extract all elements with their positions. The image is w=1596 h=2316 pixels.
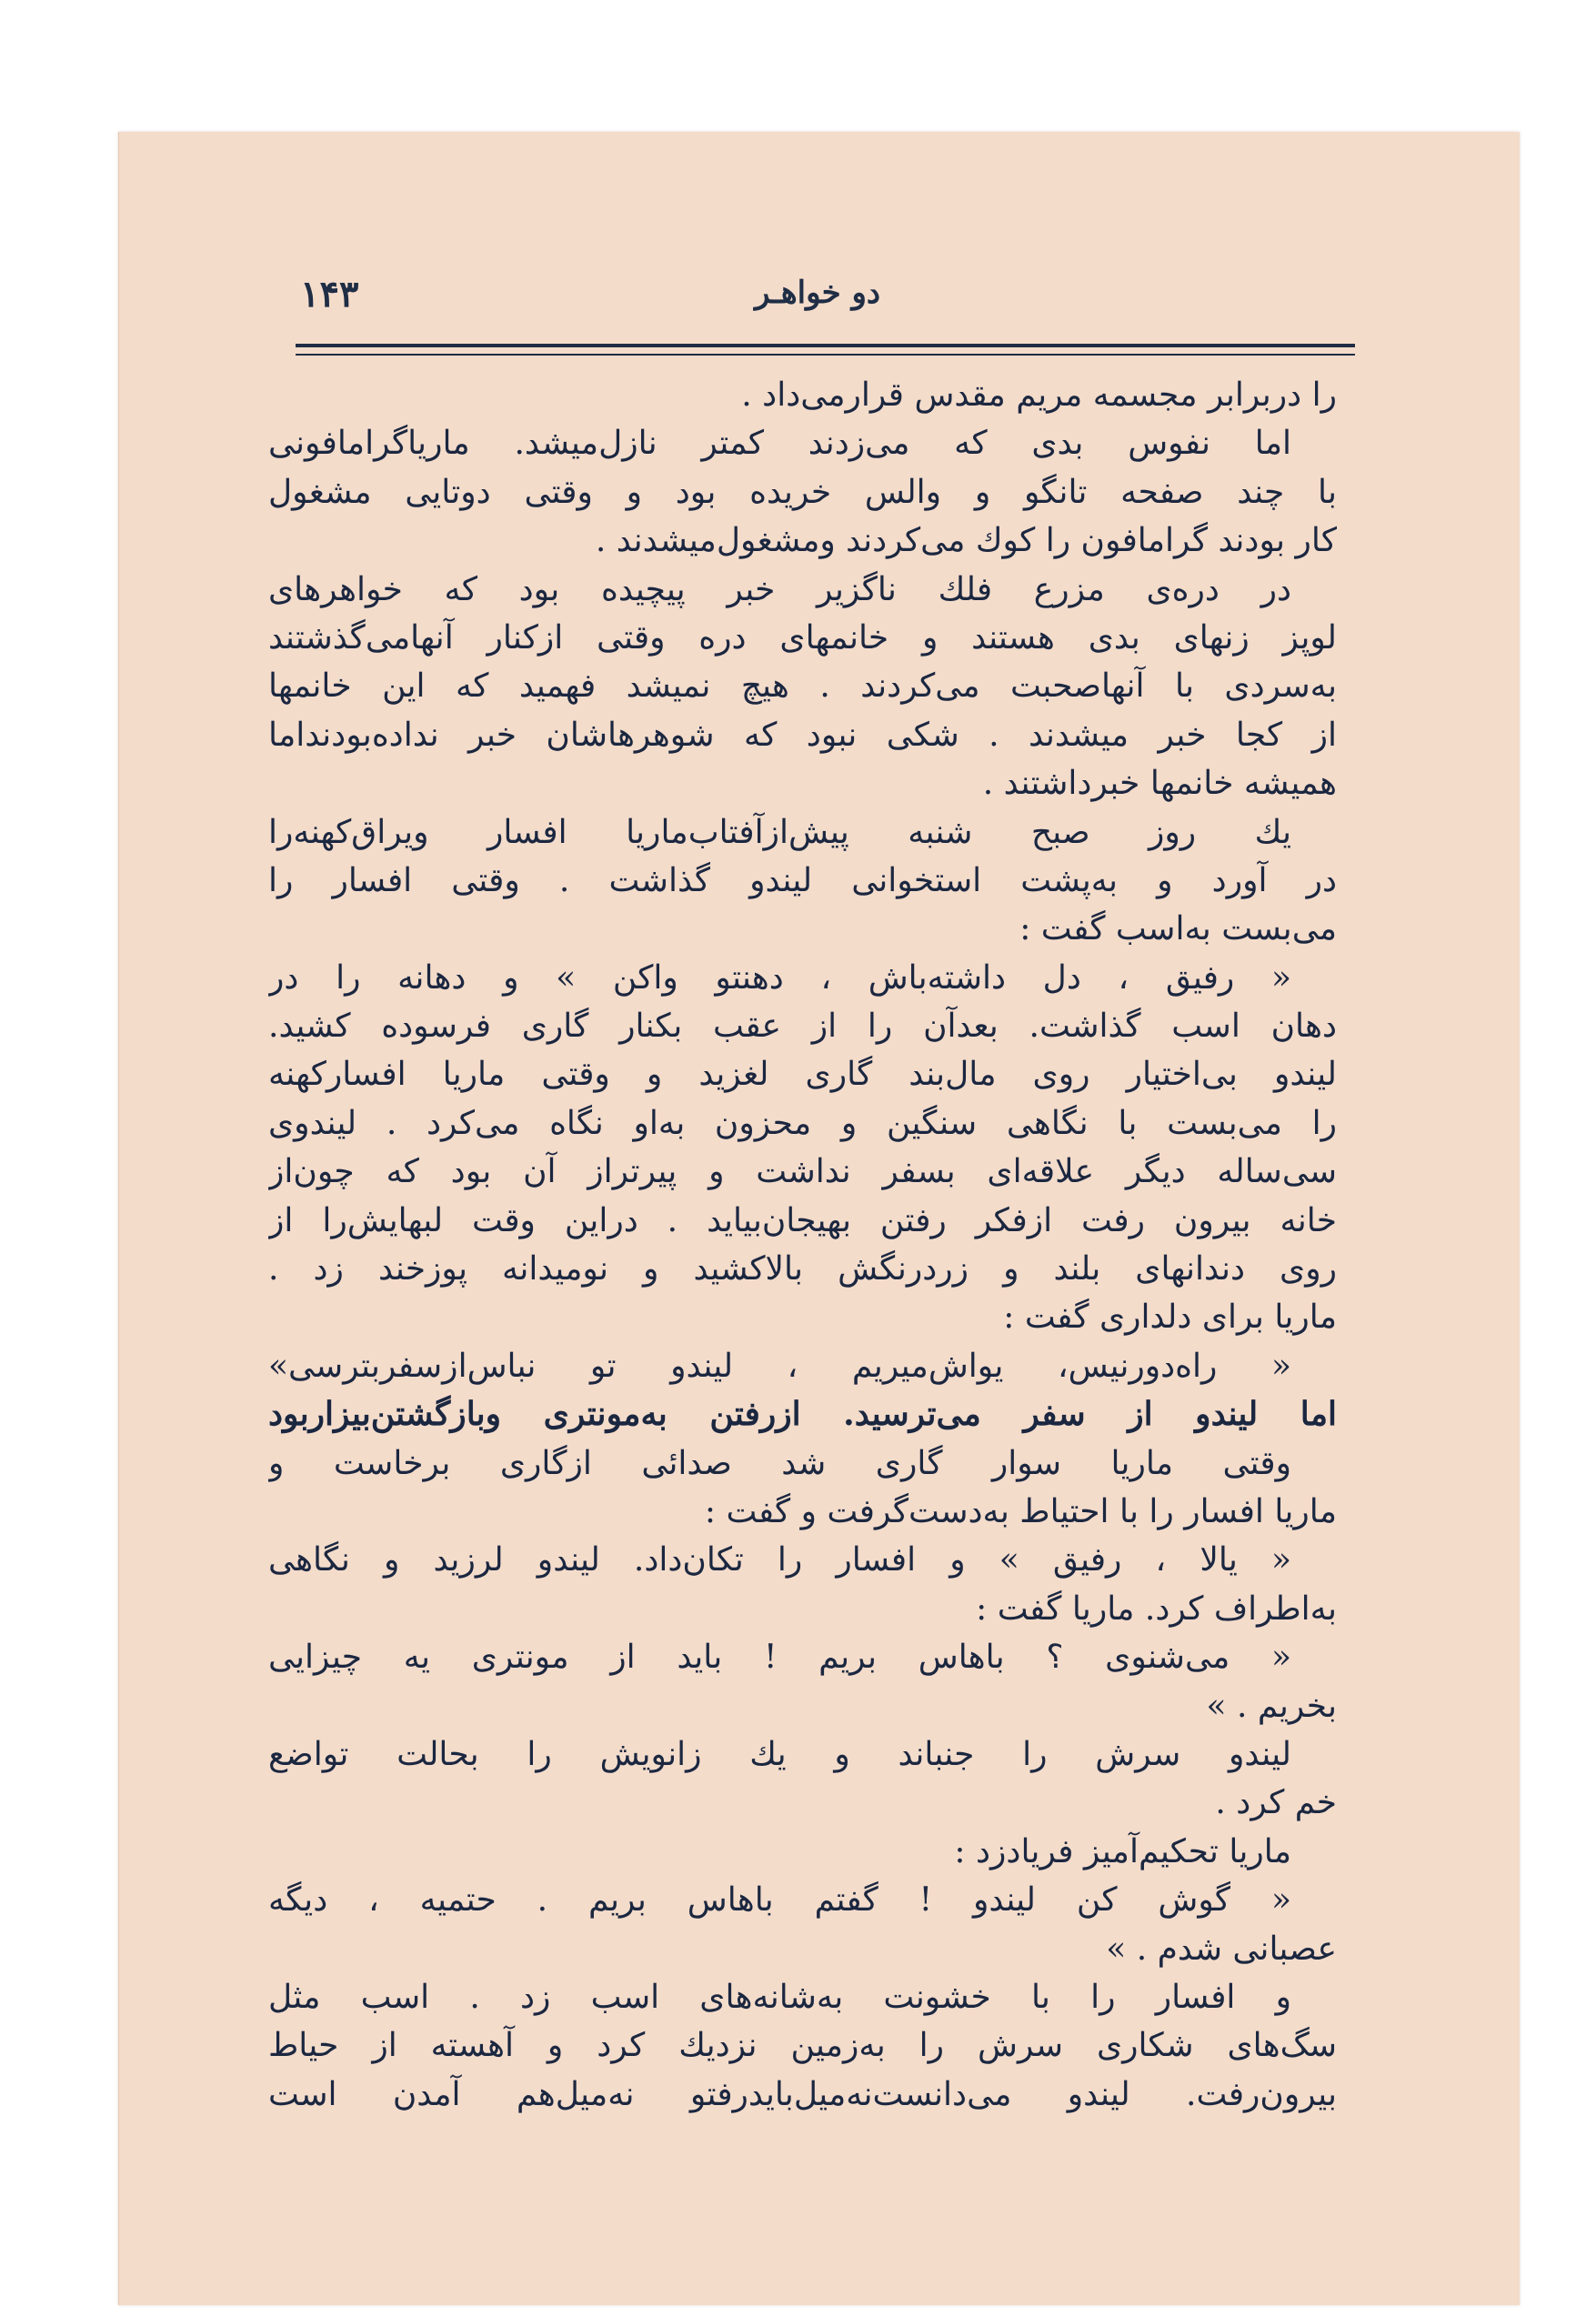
- text-line: لیندو سرش را جنباند و يك زانویش را بحالت تواضع: [268, 1735, 1291, 1773]
- text-line: روی دندانهای بلند و زردرنگش بالاکشید و نومیدانه پوزخند زد .: [268, 1250, 1337, 1288]
- text-line: خم کرد .: [1215, 1784, 1337, 1822]
- text-line: کار بودند گرامافون را کوك می‌کردند ومشغول‌میشدند .: [595, 522, 1337, 560]
- running-title: دو خواهـر: [755, 275, 881, 311]
- text-line: « راه‌دورنیس، یواش‌میریم ، لیندو تو نباس‌ازسفربترسی»: [268, 1347, 1291, 1385]
- body-text: [268, 371, 1337, 2119]
- text-line: در دره‌ی مزرع فلك ناگزیر خبر پیچیده بود که خواهرهای: [268, 570, 1291, 608]
- text-line: خانه بیرون رفت ازفکر رفتن بهیجان‌بیاید . دراین وقت لبهایش‌را از: [268, 1201, 1337, 1239]
- text-line: يك روز صبح شنبه پیش‌ازآفتاب‌ماریا افسار ویراق‌کهنه‌را: [268, 813, 1291, 851]
- text-line: « رفیق ، دل داشته‌باش ، دهنتو واکن » و دهانه را در: [268, 958, 1291, 997]
- text-line: ماریا افسار را با احتیاط به‌دست‌گرفت و گفت :: [704, 1492, 1337, 1530]
- text-line: می‌بست به‌اسب گفت :: [1019, 910, 1337, 948]
- text-line: لوپز زنهای بدی هستند و خانمهای دره وقتی ازکنار آنهامی‌گذشتند: [268, 618, 1337, 657]
- text-line: را دربرابر مجسمه مریم مقدس قرارمی‌داد .: [741, 376, 1337, 414]
- text-line: و افسار را با خشونت به‌شانه‌های اسب زد . اسب مثل: [268, 1978, 1291, 2016]
- text-line: همیشه خانمها خبرداشتند .: [982, 765, 1337, 803]
- text-line: اما نفوس بدی که می‌زدند کمتر نازل‌میشد. ماریاگرامافونی: [268, 425, 1291, 463]
- header-rule-thick: [296, 344, 1355, 347]
- text-line: « می‌شنوی ؟ باهاس بریم ! باید از مونتری یه چیزایی: [268, 1639, 1292, 1677]
- header-rule-thin: [296, 354, 1355, 356]
- text-line: با چند صفحه تانگو و والس خریده بود و وقتی دوتایی مشغول: [268, 473, 1337, 511]
- text-line: از کجا خبر میشدند . شکی نبود که شوهرهاشان خبر نداده‌بودنداما: [268, 716, 1337, 754]
- text-line: سگ‌های شکاری سرش را به‌زمین نزديك کرد و آهسته از حیاط: [268, 2027, 1337, 2065]
- text-line: وقتی ماریا سوار گاری شد صدائی ازگاری برخاست و: [268, 1444, 1291, 1482]
- text-line: به‌اطراف کرد. ماریا گفت :: [976, 1589, 1337, 1628]
- text-line: دهان اسب گذاشت. بعدآن را از عقب بکنار گاری فرسوده کشید.: [268, 1008, 1337, 1046]
- text-line: « گوش کن لیندو ! گفتم باهاس بریم . حتمیه ، دیگه: [268, 1881, 1291, 1920]
- text-line: در آورد و به‌پشت استخوانی لیندو گذاشت . وقتی افسار را: [268, 861, 1337, 899]
- text-line: به‌سردی با آنهاصحبت می‌کردند . هیچ نمیشد فهمید که این خانمها: [268, 667, 1337, 706]
- text-line: ماریا تحکیم‌آمیز فریادزد :: [954, 1832, 1291, 1870]
- page-number: ۱۴۳: [300, 273, 359, 316]
- text-line: عصبانی شدم . »: [1106, 1930, 1337, 1968]
- text-line: اما لیندو از سفر می‌ترسید. ازرفتن به‌مونتری وبازگشتن‌بیزاربود: [268, 1395, 1337, 1434]
- text-line: بخریم . »: [1206, 1687, 1337, 1725]
- text-line: را می‌بست با نگاهی سنگین و محزون به‌او نگاه می‌کرد . لیندوی: [268, 1104, 1337, 1142]
- text-line: « یالا ، رفیق » و افسار را تکان‌داد. لیندو لرزید و نگاهی: [268, 1541, 1291, 1579]
- page-header: [300, 273, 1355, 327]
- text-line: ماریا برای دلداری گفت :: [1003, 1298, 1337, 1337]
- text-line: لیندو بی‌اختیار روی مال‌بند گاری لغزید و وقتی ماریا افسارکهنه: [268, 1056, 1337, 1094]
- text-line: سی‌ساله دیگر علاقه‌ای بسفر نداشت و پیرتراز آن بود که چون‌از: [268, 1153, 1337, 1191]
- text-line: بیرون‌رفت. لیندو می‌دانست‌نه‌میل‌بایدرفتو نه‌میل‌هم آمدن است: [268, 2075, 1337, 2113]
